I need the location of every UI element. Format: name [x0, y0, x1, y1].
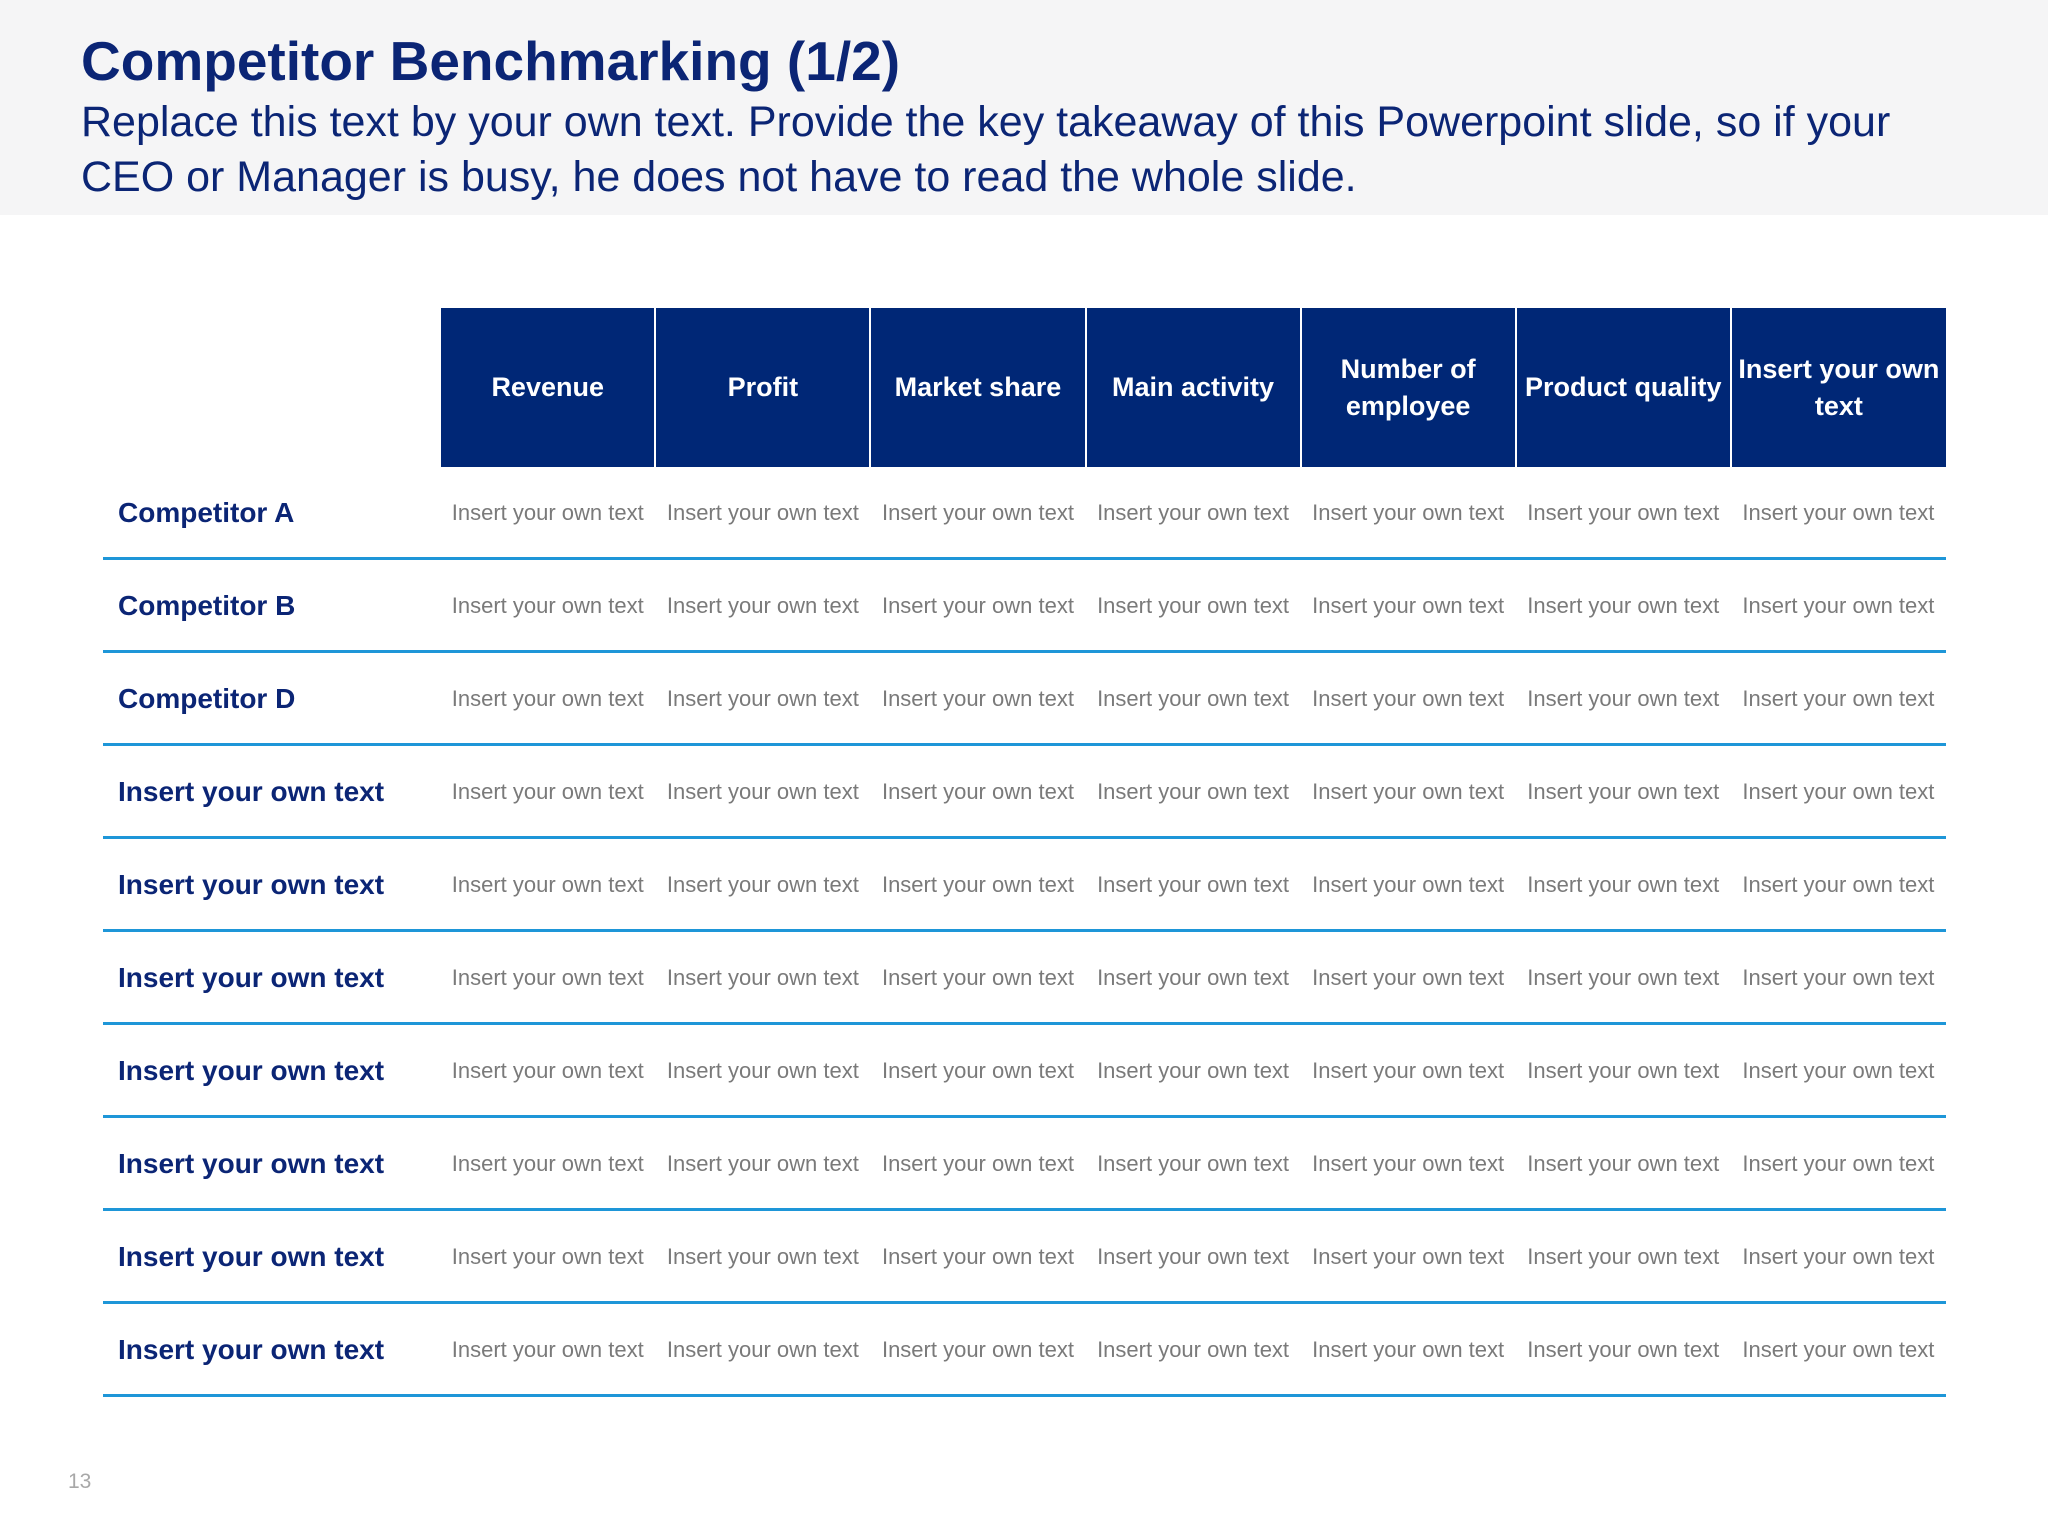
table-cell: Insert your own text	[440, 838, 655, 931]
table-cell: Insert your own text	[1516, 1117, 1731, 1210]
table-cell: Insert your own text	[1731, 1210, 1946, 1303]
table-cell: Insert your own text	[440, 1303, 655, 1396]
row-label: Insert your own text	[103, 838, 440, 931]
table-header-row	[103, 308, 1946, 467]
table-cell: Insert your own text	[440, 1024, 655, 1117]
table-cell: Insert your own text	[870, 467, 1085, 559]
table-cell: Insert your own text	[655, 1117, 870, 1210]
table-cell: Insert your own text	[1086, 931, 1301, 1024]
table-cell: Insert your own text	[1516, 467, 1731, 559]
table-cell: Insert your own text	[1086, 1117, 1301, 1210]
table-cell: Insert your own text	[1301, 652, 1516, 745]
row-label: Insert your own text	[103, 931, 440, 1024]
row-label: Insert your own text	[103, 1024, 440, 1117]
table-cell: Insert your own text	[1731, 1303, 1946, 1396]
table-cell: Insert your own text	[1516, 838, 1731, 931]
table-row	[103, 1117, 1946, 1210]
table-row	[103, 931, 1946, 1024]
table-cell: Insert your own text	[655, 1024, 870, 1117]
table-cell: Insert your own text	[1731, 652, 1946, 745]
column-header: Market share	[870, 308, 1085, 467]
table-cell: Insert your own text	[1516, 745, 1731, 838]
table-cell: Insert your own text	[440, 467, 655, 559]
table-cell: Insert your own text	[655, 1303, 870, 1396]
table-cell: Insert your own text	[1301, 1303, 1516, 1396]
table-body	[103, 467, 1946, 1396]
slide-subtitle: Replace this text by your own text. Provide the key takeaway of this Powerpoint slide, so if your CEO or Manager is busy, he does not have to read the whole slide.	[81, 98, 1891, 201]
column-header: Main activity	[1086, 308, 1301, 467]
row-label: Insert your own text	[103, 1303, 440, 1396]
table-cell: Insert your own text	[1516, 1024, 1731, 1117]
table-cell: Insert your own text	[1731, 559, 1946, 652]
table-cell: Insert your own text	[1516, 931, 1731, 1024]
table-cell: Insert your own text	[870, 1210, 1085, 1303]
column-header: Insert your own text	[1731, 308, 1946, 467]
slide-title: Competitor Benchmarking (1/2)	[81, 30, 901, 92]
table-cell: Insert your own text	[440, 1117, 655, 1210]
table-cell: Insert your own text	[440, 559, 655, 652]
table-row	[103, 1210, 1946, 1303]
table-cell: Insert your own text	[1301, 838, 1516, 931]
page-number: 13	[68, 1470, 92, 1493]
table-cell: Insert your own text	[655, 745, 870, 838]
table-cell: Insert your own text	[1301, 467, 1516, 559]
table-cell: Insert your own text	[870, 1303, 1085, 1396]
table-cell: Insert your own text	[1086, 652, 1301, 745]
row-label: Competitor D	[103, 652, 440, 745]
column-header: Number of employee	[1301, 308, 1516, 467]
row-label: Insert your own text	[103, 745, 440, 838]
table-row	[103, 838, 1946, 931]
table-cell: Insert your own text	[655, 931, 870, 1024]
table-cell: Insert your own text	[870, 838, 1085, 931]
table-cell: Insert your own text	[440, 745, 655, 838]
table-cell: Insert your own text	[1516, 1303, 1731, 1396]
table-cell: Insert your own text	[870, 745, 1085, 838]
row-label: Insert your own text	[103, 1210, 440, 1303]
table-cell: Insert your own text	[870, 1024, 1085, 1117]
table-cell: Insert your own text	[1086, 745, 1301, 838]
table-cell: Insert your own text	[1731, 745, 1946, 838]
table-row	[103, 559, 1946, 652]
table-cell: Insert your own text	[655, 1210, 870, 1303]
table-cell: Insert your own text	[440, 652, 655, 745]
table-row	[103, 745, 1946, 838]
table-cell: Insert your own text	[655, 652, 870, 745]
table-cell: Insert your own text	[1731, 1024, 1946, 1117]
table-cell: Insert your own text	[870, 559, 1085, 652]
table-cell: Insert your own text	[1731, 1117, 1946, 1210]
table-cell: Insert your own text	[1731, 467, 1946, 559]
benchmark-table	[103, 308, 1946, 1397]
row-label: Competitor B	[103, 559, 440, 652]
table-cell: Insert your own text	[655, 559, 870, 652]
table-corner-cell	[103, 308, 440, 467]
table-cell: Insert your own text	[1301, 1210, 1516, 1303]
table-cell: Insert your own text	[1086, 1210, 1301, 1303]
table-cell: Insert your own text	[655, 838, 870, 931]
table-cell: Insert your own text	[1731, 931, 1946, 1024]
table-cell: Insert your own text	[1516, 1210, 1731, 1303]
table-cell: Insert your own text	[1086, 559, 1301, 652]
table-cell: Insert your own text	[1301, 1024, 1516, 1117]
table-cell: Insert your own text	[1516, 559, 1731, 652]
table-cell: Insert your own text	[870, 1117, 1085, 1210]
table-cell: Insert your own text	[870, 652, 1085, 745]
table-row	[103, 652, 1946, 745]
table-row	[103, 1024, 1946, 1117]
table-row	[103, 467, 1946, 559]
row-label: Insert your own text	[103, 1117, 440, 1210]
table-cell: Insert your own text	[1086, 1024, 1301, 1117]
table-cell: Insert your own text	[1516, 652, 1731, 745]
table-cell: Insert your own text	[1301, 931, 1516, 1024]
table-cell: Insert your own text	[1301, 559, 1516, 652]
table-cell: Insert your own text	[1731, 838, 1946, 931]
row-label: Competitor A	[103, 467, 440, 559]
table-cell: Insert your own text	[1086, 838, 1301, 931]
table-cell: Insert your own text	[870, 931, 1085, 1024]
table-cell: Insert your own text	[1086, 467, 1301, 559]
table-cell: Insert your own text	[1301, 745, 1516, 838]
table-cell: Insert your own text	[655, 467, 870, 559]
table-row	[103, 1303, 1946, 1396]
column-header: Product quality	[1516, 308, 1731, 467]
table-cell: Insert your own text	[1086, 1303, 1301, 1396]
table-cell: Insert your own text	[440, 931, 655, 1024]
table-cell: Insert your own text	[1301, 1117, 1516, 1210]
column-header: Revenue	[440, 308, 655, 467]
column-header: Profit	[655, 308, 870, 467]
table-cell: Insert your own text	[440, 1210, 655, 1303]
